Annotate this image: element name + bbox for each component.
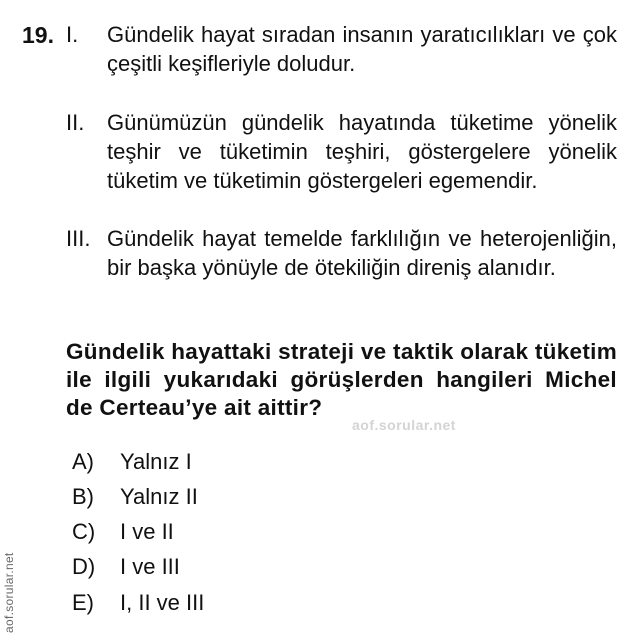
option-c-label: C)	[72, 519, 96, 544]
option-c-text: I ve II	[120, 519, 174, 544]
option-b[interactable]	[72, 482, 198, 512]
option-d-text: I ve III	[120, 554, 180, 579]
statement-2	[66, 108, 617, 195]
option-b-label: B)	[72, 484, 94, 509]
option-a-label: A)	[72, 449, 94, 474]
option-d[interactable]	[72, 552, 180, 582]
option-e[interactable]	[72, 588, 204, 618]
option-e-text: I, II ve III	[120, 590, 205, 615]
option-a-text: Yalnız I	[120, 449, 192, 474]
option-d-label: D)	[72, 554, 96, 579]
statement-1	[66, 20, 617, 78]
option-c[interactable]	[72, 517, 174, 547]
option-b-text: Yalnız II	[120, 484, 198, 509]
statement-3-text: Gündelik hayat temelde farklılığın ve heterojenliğin, bir başka yönüyle de ötekiliğin direniş alanıdır.	[107, 226, 617, 280]
question-prompt: Gündelik hayattaki strateji ve taktik olarak tüketim ile ilgili yukarıdaki görüşlerden hangileri Michel de Certeau’ye ait aittir?	[66, 339, 617, 420]
statement-1-text: Gündelik hayat sıradan insanın yaratıcılıkları ve çok çeşitli keşifleriyle doludur.	[107, 22, 617, 76]
statement-2-text: Günümüzün gündelik hayatında tüketime yönelik teşhir ve tüketimin teşhiri, göstergelere yönelik tüketim ve tüketimin göstergeleri egemendir.	[107, 110, 617, 193]
option-a[interactable]	[72, 447, 192, 477]
watermark-center: aof.sorular.net	[352, 417, 456, 433]
option-e-label: E)	[72, 590, 94, 615]
watermark-side: aof.sorular.net	[2, 552, 16, 633]
statement-3	[66, 224, 617, 282]
statement-2-roman: II.	[66, 110, 85, 135]
question-number: 19.	[22, 22, 54, 48]
statement-1-roman: I.	[66, 22, 79, 47]
statement-3-roman: III.	[66, 226, 91, 251]
